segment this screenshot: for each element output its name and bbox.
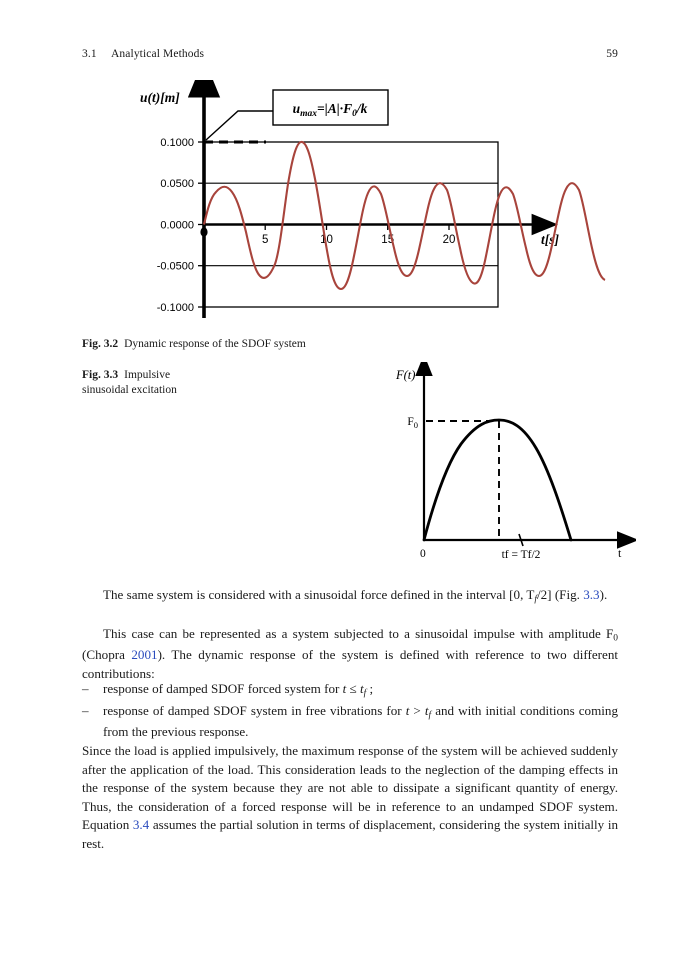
para3-text-b: assumes the partial solution in terms of displacement, considering the system initially in rest. [82, 817, 618, 851]
u-max-callout-label: $u_{max}=|A|\cdot F_0/k$ [292, 101, 368, 120]
response-curve [204, 142, 605, 289]
paragraph-impulsive-load [82, 742, 618, 853]
list-item-text-c: ; [366, 681, 374, 696]
list-item-operator: ≤ [346, 681, 361, 696]
figure-3-2-caption-text: Dynamic response of the SDOF system [124, 338, 306, 350]
x-tick-label: 10 [320, 234, 333, 246]
para1-subscript: f [534, 594, 537, 605]
running-head [82, 48, 618, 64]
contributions-list [82, 680, 618, 743]
x-axis-title: t [618, 546, 622, 560]
impulsive-excitation-plot [386, 362, 636, 562]
list-item-var-t: t [342, 681, 347, 696]
figure-3-3-label: Fig. 3.3 [82, 369, 119, 381]
list-bullet: – [82, 703, 89, 719]
figure-3-3-caption-line1: Impulsive [124, 369, 171, 381]
origin-marker [200, 227, 207, 236]
list-bullet: – [82, 681, 89, 696]
paragraph-sinusoidal-impulse [82, 625, 618, 683]
list-item [82, 680, 618, 701]
y-tick-label: 0.0500 [160, 178, 194, 191]
list-item-subscript: f [428, 710, 432, 721]
link-chopra-2001[interactable]: 2001 [131, 647, 158, 663]
page-number: 59 [606, 48, 618, 60]
list-item-var-tf: t [424, 703, 429, 719]
list-item-text-a: response of damped SDOF system in free vibrations for [103, 703, 406, 719]
link-equation-3-4[interactable]: 3.4 [132, 817, 150, 833]
link-fig-3-3[interactable]: 3.3 [583, 587, 600, 602]
list-item-text-a: response of damped SDOF forced system for [103, 681, 343, 696]
y-tick-labels [157, 137, 194, 314]
dynamic-response-plot [82, 80, 622, 330]
para2-subscript: 0 [613, 633, 618, 644]
x-tick-label: 15 [381, 234, 395, 246]
y-tick-label: 0.0000 [160, 219, 194, 232]
running-head-section-number: 3.1 [82, 48, 97, 60]
paragraph-same-system [82, 586, 618, 607]
x-tick-label: 5 [261, 234, 269, 246]
running-head-section-title: Analytical Methods [111, 48, 205, 60]
x-tick-label: 20 [442, 234, 456, 246]
list-item-text-c: and with initial conditions coming from the previous response. [103, 703, 618, 740]
para2-text-c: ). The dynamic response of the system is defined with reference to two different contributions: [82, 647, 619, 681]
figure-3-3-chart [386, 362, 636, 562]
y-tick-label: -0.0500 [156, 260, 194, 273]
para2-text-b: (Chopra [82, 647, 132, 663]
list-item-var-t: t [405, 703, 410, 719]
list-item-subscript: f [363, 688, 367, 699]
x-axis-title: t[s] [541, 232, 559, 247]
tf-tick-label: tf = Tf/2 [501, 549, 541, 561]
y-tick-label: 0.1000 [160, 137, 194, 149]
list-item-var-tf: t [360, 681, 364, 696]
figure-3-3-caption-line2: sinusoidal excitation [82, 384, 177, 397]
callout-leader-line [206, 111, 273, 140]
f0-tick-label: $F_0$ [407, 416, 418, 430]
origin-label: 0 [420, 548, 426, 560]
figure-3-2-label: Fig. 3.2 [82, 338, 119, 350]
para1-text-c: ). [599, 587, 608, 602]
y-axis-title: u(t)[m] [140, 90, 180, 105]
para2-text-a: This case can be represented as a system subjected to a sinusoidal impulse with amplitude F [103, 626, 614, 641]
para1-text-a: The same system is considered with a sinusoidal force defined in the interval [0, T [103, 587, 535, 602]
y-tick-label: -0.1000 [156, 302, 194, 314]
list-item [82, 702, 618, 742]
y-axis-title: F(t) [396, 368, 416, 382]
para3-text-a: Since the load is applied impulsively, the maximum response of the system will be achieved suddenly after the application of the load. This consideration leads to the neglection of the damping effects in the response of the system because they are not able to dissipate a significant quantity of energy. Thus, the consideration of a forced response will be in reference to an undamped SDOF system. Equation [82, 743, 618, 833]
half-sine-pulse-curve [424, 420, 571, 540]
list-item-operator: > [409, 703, 425, 719]
figure-3-3-caption [82, 368, 262, 399]
para1-text-b: /2] (Fig. [537, 587, 584, 602]
figure-3-2-caption [82, 337, 542, 352]
figure-3-2-chart [82, 80, 622, 330]
